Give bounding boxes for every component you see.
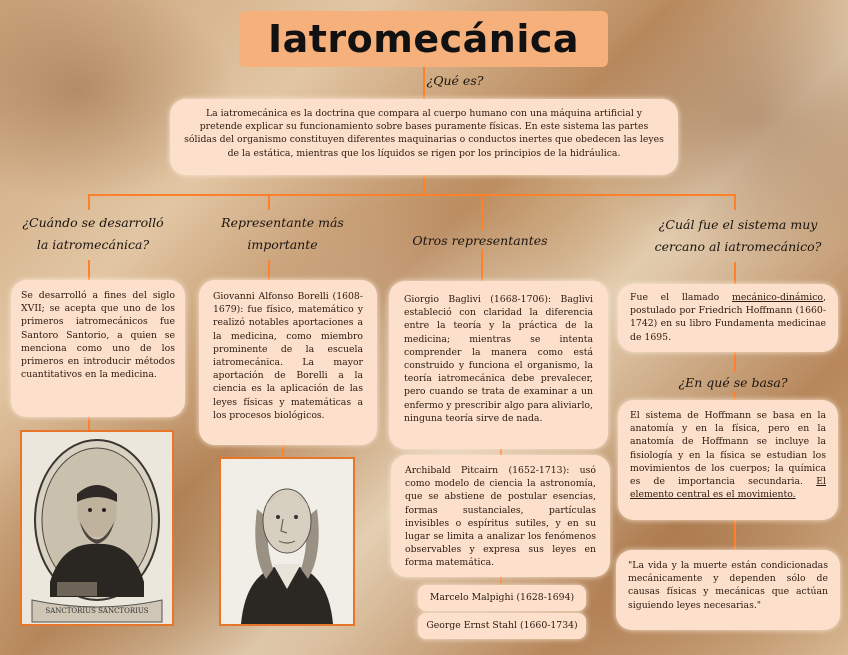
heading-when-line1: ¿Cuándo se desarrolló [22, 215, 164, 230]
when-text: Se desarrolló a fines del siglo XVII; se acepta que uno de los primeros iatromecánicos fue Santoro Santorio, a quien se menciona como uno de los primeros en introducir métodos cuantitativos en la medicina. [21, 290, 175, 381]
connector-drop-4 [734, 194, 736, 210]
connector-h2 [268, 260, 270, 280]
quote-box [616, 550, 840, 630]
when-box [11, 280, 185, 417]
heading-system-line2: cercano al iatromecánico? [654, 238, 822, 254]
santorio-engraving-icon [22, 432, 172, 624]
quote-text: "La vida y la muerte están condicionadas mecánicamente y dependen sólo de causas físicas y mecánicas que actúan siguiendo leyes necesarias." [628, 560, 828, 611]
santorio-portrait [20, 430, 174, 626]
heading-main-representative [195, 212, 370, 256]
basis-text: El sistema de Hoffmann se basa en la anatomía y en la física, pero en la anatomía de Hoffmann se incluye la fisiología y en la física se estudian los movimientos de los cuerpos; la química es de importancia secundaria. [630, 410, 826, 487]
mecanico-dinamico-term: mecánico-dinámico [732, 292, 824, 303]
stahl-box [418, 613, 586, 639]
pitcairn-text: Archibald Pitcairn (1652-1713): usó como modelo de ciencia la astronomía, que se abstiene de postular esencias, formas sustanciales, partículas invisibles o espíritus sutiles, y en su lugar se limita a analizar los fenómenos observables y expresa sus leyes en forma matemática. [405, 465, 596, 569]
malpighi-text: Marcelo Malpighi (1628-1694) [429, 592, 575, 603]
connector-v4b [734, 352, 736, 372]
connector-horizontal [88, 194, 736, 196]
baglivi-text: Giorgio Baglivi (1668-1706): Baglivi estableció con claridad la diferencia entre la teoría y la práctica de la medicina; mientras se intenta comprender la manera como está construido y funciona el organismo, la teoría iatromecánica debe prevalecer, pero cuando se trata de examinar a un enfermo y prescribir algo para aliviarlo, ninguna teoría sirve de nada. [404, 294, 593, 424]
connector-v4d [734, 520, 736, 550]
heading-based-on: ¿En qué se basa? [678, 375, 788, 390]
hoffmann-text-before: Fue el llamado [630, 292, 732, 303]
heading-other-representatives: Otros representantes [412, 233, 548, 248]
baglivi-box [389, 281, 608, 449]
connector-h3 [481, 249, 483, 281]
heading-main-rep-line1: Representante más [221, 215, 344, 230]
heading-system-line1: ¿Cuál fue el sistema muy [658, 217, 818, 232]
malpighi-box [418, 585, 586, 611]
connector-drop-3 [481, 194, 483, 230]
page-title: Iatromecánica [239, 11, 608, 67]
connector-h4 [734, 262, 736, 284]
connector-v1b [88, 417, 90, 430]
hoffmann-text-after: , postulado por Friedrich Hoffmann (1660-1742) en su libro Fundamenta medicinae de 1695. [630, 292, 826, 343]
pitcairn-box [391, 455, 610, 577]
basis-box [618, 400, 838, 520]
basis-text-underlined: El elemento central es el movimiento. [630, 475, 826, 501]
santorio-caption: SANCTORIUS SANCTORIUS [45, 607, 149, 615]
heading-when [8, 212, 178, 256]
heading-what-is-it: ¿Qué es? [426, 73, 484, 88]
connector-drop-2 [268, 194, 270, 210]
intro-text: La iatromecánica es la doctrina que compara al cuerpo humano con una máquina artificial y pretende explicar su funcionamiento sobre bases puramente físicas. En este sistema las partes sólidas del organismo constituyen diferentes maquinarias o conductos inertes que obedecen las leyes de la estática, mientras que los líquidos se rigen por los principios de la hidráulica. [184, 108, 664, 159]
borelli-text: Giovanni Alfonso Borelli (1608-1679): fue físico, matemático y realizó notables aportaciones a la medicina, como miembro prominente de la escuela iatromecánica. La mayor aportación de Borelli a la ciencia es la aplicación de las leyes físicas y matemáticas a los procesos biológicos. [213, 291, 363, 421]
heading-main-rep-line2: importante [247, 236, 318, 252]
hoffmann-box [618, 284, 838, 352]
connector-h1 [88, 260, 90, 280]
stahl-text: George Ernst Stahl (1660-1734) [426, 620, 578, 631]
intro-box [170, 99, 678, 175]
heading-when-line2: la iatromecánica? [36, 236, 150, 252]
borelli-engraving-icon [221, 459, 353, 624]
heading-closest-system [640, 214, 836, 258]
borelli-portrait [219, 457, 355, 626]
connector-drop-1 [88, 194, 90, 210]
connector-v3c [500, 577, 502, 585]
connector-main-vertical [423, 175, 425, 195]
connector-v2b [282, 445, 284, 457]
borelli-box [199, 280, 377, 445]
